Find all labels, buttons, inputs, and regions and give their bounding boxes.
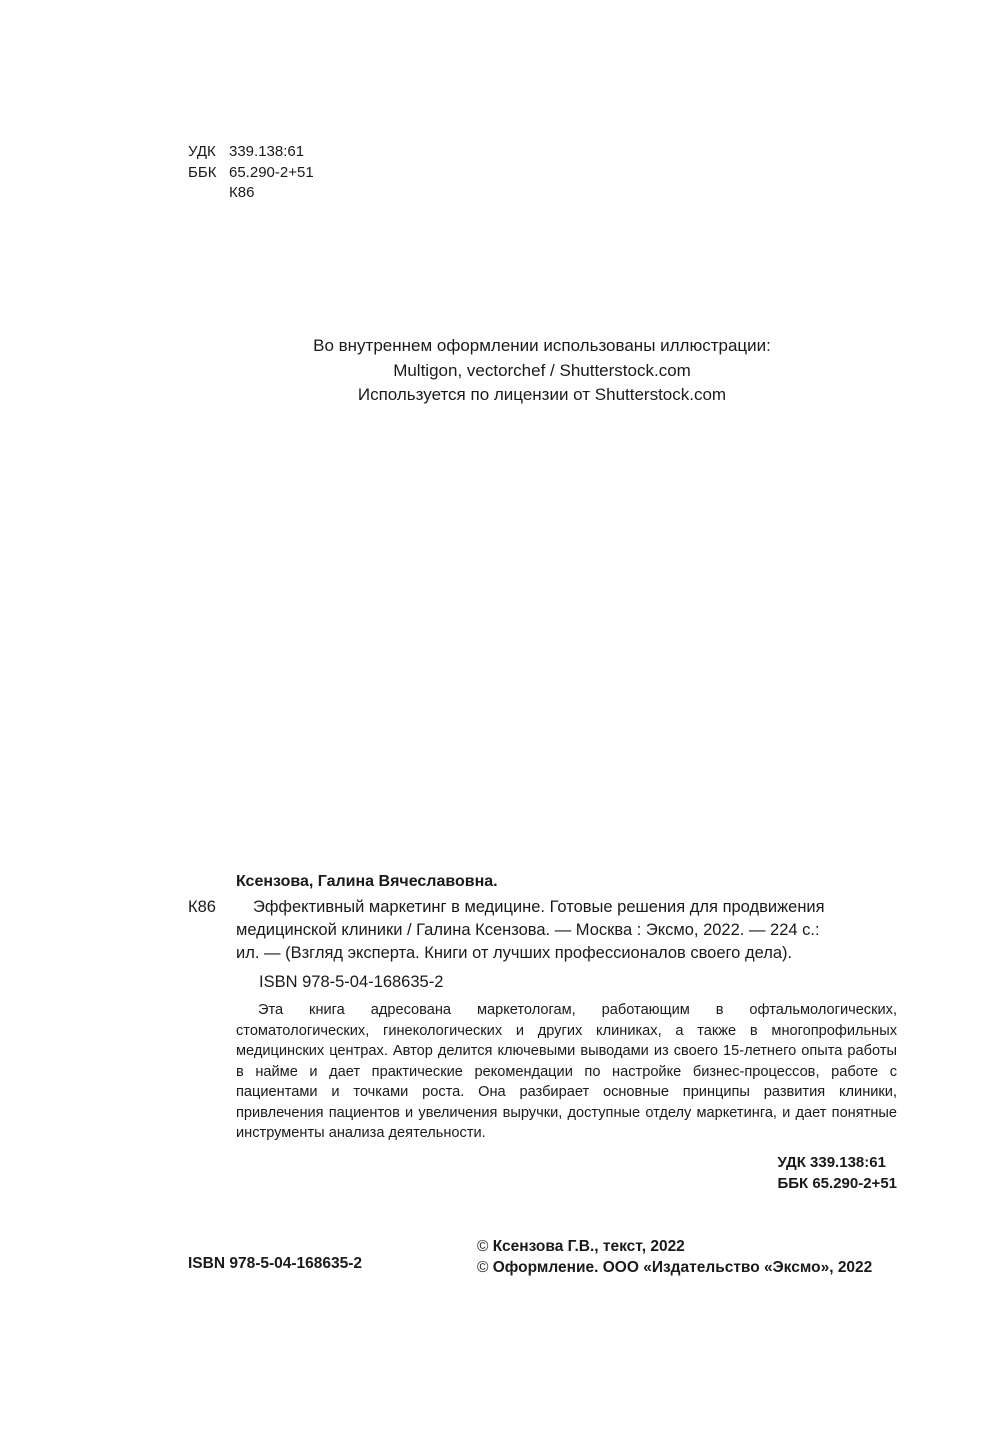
copyright-symbol: © — [477, 1259, 489, 1276]
catalog-description-line-3: ил. — (Взгляд эксперта. Книги от лучших профессионалов своего дела). — [236, 944, 793, 962]
credits-line-3: Используется по лицензии от Shutterstock.com — [357, 385, 727, 404]
udk-row — [188, 142, 314, 163]
copyright-block — [477, 1236, 872, 1278]
udk-label: УДК — [188, 143, 216, 160]
author-sign: К86 — [229, 184, 255, 201]
catalog-bbk: ББК 65.290-2+51 — [777, 1175, 897, 1192]
bbk-row — [188, 163, 314, 184]
copyright-text-1: Ксензова Г.В., текст, 2022 — [492, 1238, 685, 1255]
udk-value: 339.138:61 — [229, 143, 305, 160]
catalog-author: Ксензова, Галина Вячеславовна. — [236, 873, 498, 890]
copyright-line-2 — [477, 1257, 872, 1278]
copyright-text-2: Оформление. ООО «Издательство «Эксмо», 2022 — [492, 1259, 873, 1276]
credits-line-2: Multigon, vectorchef / Shutterstock.com — [393, 360, 691, 380]
classification-codes — [188, 142, 314, 204]
annotation — [236, 1000, 897, 1144]
credits-line-1: Во внутреннем оформлении использованы иллюстрации: — [313, 336, 771, 355]
footer-isbn: ISBN 978-5-04-168635-2 — [188, 1255, 363, 1272]
bbk-value: 65.290-2+51 — [229, 163, 314, 181]
catalog-description-line-2: медицинской клиники / Галина Ксензова. — Москва : Эксмо, 2022. — 224 с.: — [236, 921, 820, 939]
catalog-isbn: ISBN 978-5-04-168635-2 — [259, 973, 444, 991]
catalog-description-line-1: Эффективный маркетинг в медицине. Готовые решения для продвижения — [253, 898, 825, 916]
catalog-udk: УДК 339.138:61 — [777, 1154, 886, 1171]
catalog-udk-bbk — [777, 1152, 897, 1194]
copyright-line-1 — [477, 1236, 872, 1257]
bbk-label: ББК — [188, 163, 217, 181]
copyright-symbol: © — [477, 1238, 489, 1255]
catalog-code: К86 — [188, 898, 216, 916]
illustration-credits — [0, 334, 987, 408]
annotation-text: Эта книга адресована маркетологам, работающим в офтальмологических, стоматологических, гинекологических и других клиниках, а также в многопрофильных медицинских центрах. Автор делится ключевыми выводами из своего 15-летнего опыта работы в найме и дает практические рекомендации по настройке бизнес-процессов, работе с пациентами и точками роста. Она разбирает основные принципы развития клиники, привлечения пациентов и увеличения выручки, доступные отделу маркетинга, и дает понятные инструменты анализа деятельности. — [236, 1002, 897, 1141]
